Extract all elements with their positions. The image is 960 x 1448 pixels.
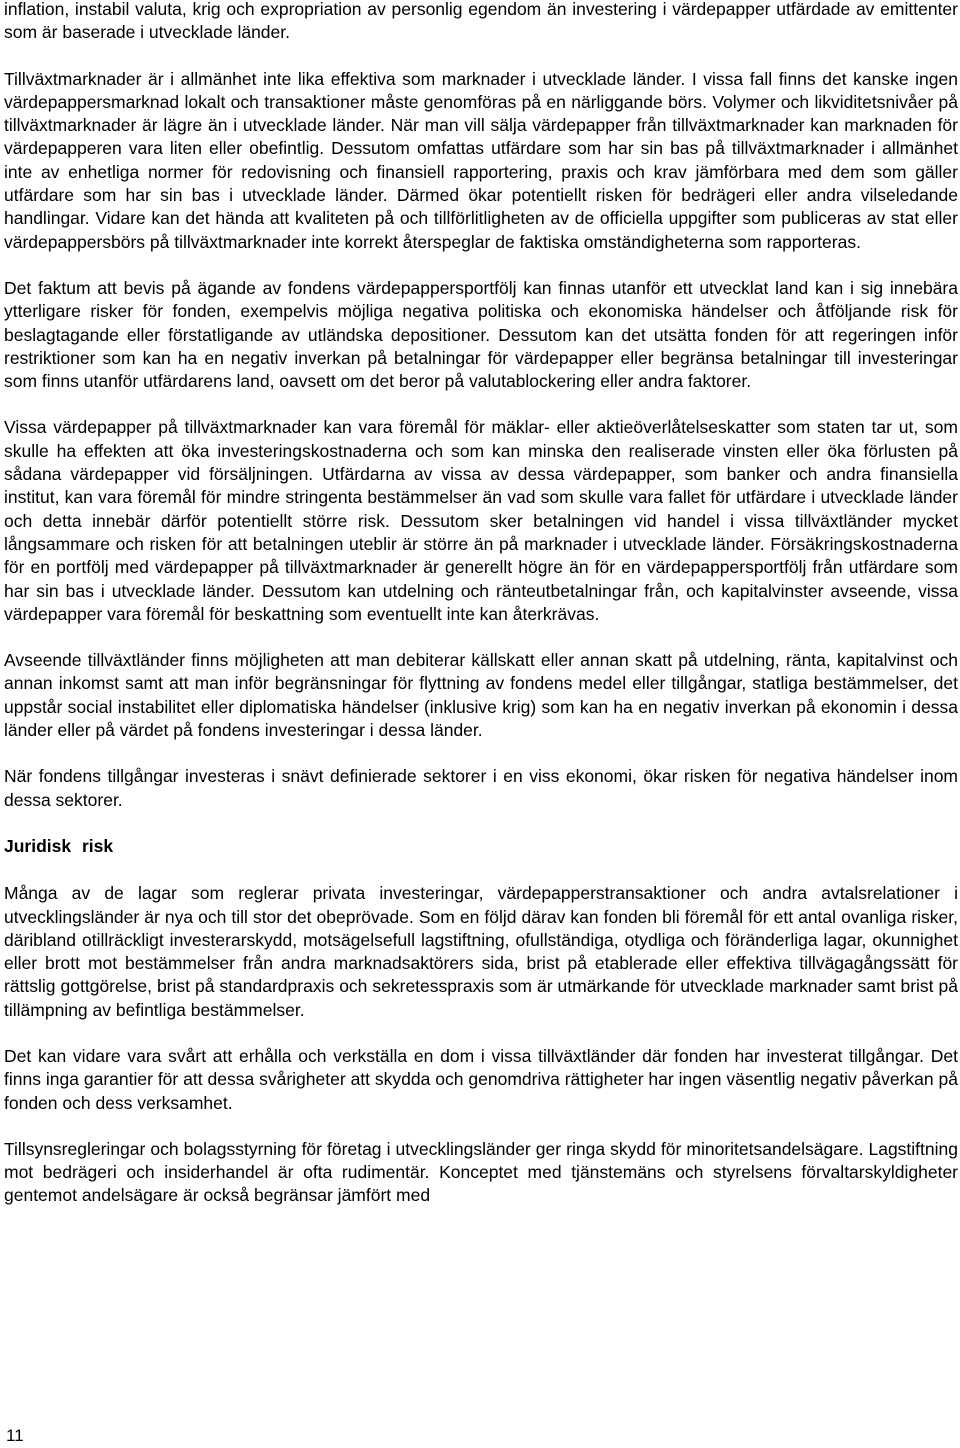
paragraph-sector-concentration: När fondens tillgångar investeras i snävt definierade sektorer i en viss ekonomi, ökar risken för negativa händelser inom dessa sektorer. (4, 766, 958, 810)
paragraph-transaction-taxes: Vissa värdepapper på tillväxtmarknader kan vara föremål för mäklar- eller aktieöverlåtelseskatter som staten tar ut, som skulle ha effekten att öka investeringskostnaderna och som kan minska den realiserade vinsten eller öka förlusten på sådana värdepapper vid försäljningen. Utfärdarna av vissa av dessa värdepapper, som banker och andra finansiella institut, kan vara föremål för mindre stringenta bestämmelser än vad som skulle vara fallet för utfärdare i utvecklade länder och detta innebär därför potentiellt större risk. Dessutom sker betalningen vid handel i vissa tillväxtländer mycket långsammare och risken för att betalningen uteblir är större än på marknader i utvecklade länder. Försäkringskostnaderna för en portfölj med värdepapper på tillväxtmarknader är generellt högre än för en värdepappersportfölj från utfärdare som har sin bas i utvecklade länder. Dessutom kan utdelning och ränteutbetalningar från, och kapitalvinster avseende, vissa värdepapper vara föremål för beskattning som eventuellt inte kan återkrävas. (4, 417, 958, 624)
paragraph-withholding-tax: Avseende tillväxtländer finns möjligheten att man debiterar källskatt eller annan skatt på utdelning, ränta, kapitalvinst och annan inkomst samt att man inför begränsningar för flyttning av fondens medel eller tillgångar, statliga bestämmelser, det uppstår social instabilitet eller diplomatiska händelser (inklusive krig) som kan ha en negativ inverkan på ekonomin i dessa länder eller på värdet på fondens investeringar i dessa länder. (4, 650, 958, 741)
paragraph-inflation-risk: inflation, instabil valuta, krig och expropriation av personlig egendom än investering i värdepapper utfärdade av emittenter som är baserade i utvecklade länder. (4, 0, 958, 43)
page-number: 11 (6, 1426, 24, 1445)
paragraph-custody-risk: Det faktum att bevis på ägande av fondens värdepappersportfölj kan finnas utanför ett utvecklat land kan i sig innebära ytterligare risker för fonden, exempelvis möjliga negativa politiska och ekonomiska händelser och åtföljande risk för beslagtagande eller förstatligande av utländska depositioner. Dessutom kan det utsätta fonden för att regeringen inför restriktioner som kan ha en negativ inverkan på betalningar för värdepapper eller begränsa betalningar till investeringar som finns utanför utfärdarens land, oavsett om det beror på valutablockering eller andra faktorer. (4, 277, 958, 392)
paragraph-corporate-governance: Tillsynsregleringar och bolagsstyrning för företag i utvecklingsländer ger ringa skydd för minoritetsandelsägare. Lagstiftning mot bedrägeri och insiderhandel är ofta rudimentär. Konceptet med tjänstemäns och styrelsens förvaltarskyldigheter gentemot andelsägare är också begränsar jämfört med (4, 1138, 958, 1206)
text-column (4, 0, 958, 1231)
section-heading-legal-risk: Juridisk risk (4, 835, 114, 856)
paragraph-judgment-enforcement: Det kan vidare vara svårt att erhålla och verkställa en dom i vissa tillväxtländer där fonden har investerat tillgångar. Det finns inga garantier för att dessa svårigheter att skydda och genomdriva rättigheter har ingen väsentlig negativ påverkan på fonden och dess verksamhet. (4, 1045, 958, 1113)
paragraph-market-efficiency: Tillväxtmarknader är i allmänhet inte lika effektiva som marknader i utvecklade länder. I vissa fall finns det kanske ingen värdepappersmarknad lokalt och transaktioner måste genomföras på en närliggande börs. Volymer och likviditetsnivåer på tillväxtmarknader är lägre än i utvecklade länder. När man vill sälja värdepapper från tillväxtmarknader kan marknaden för värdepapperen vara liten eller obefintlig. Dessutom omfattas utfärdare som har sin bas på tillväxtmarknader i allmänhet inte av enhetliga normer för redovisning och finansiell rapportering, praxis och krav jämförbara med dem som gäller utfärdare som har sin bas i utvecklade länder. Därmed ökar potentiellt risken för bedrägeri eller andra vilseledande handlingar. Vidare kan det hända att kvaliteten på och tillförlitligheten av de officiella uppgifter som publiceras av stat eller värdepappersbörs på tillväxtmarknader inte korrekt återspeglar de faktiska omständigheterna som rapporteras. (4, 68, 958, 252)
paragraph-legal-framework: Många av de lagar som reglerar privata investeringar, värdepapperstransaktioner och andra avtalsrelationer i utvecklingsländer är nya och till stor det obeprövade. Som en följd därav kan fonden bli föremål för ett antal ovanliga risker, däribland otillräckligt investerarskydd, motsägelsefull lagstiftning, ofullständiga, otydliga och föränderliga lagar, okunnighet eller brott mot bestämmelser från andra marknadsaktörers sida, brist på etablerade eller effektiva tillvägagångssätt för rättslig gottgörelse, brist på standardpraxis och sekretesspraxis som är utmärkande för utvecklade marknader samt brist på tillämpning av befintliga bestämmelser. (4, 883, 958, 1020)
